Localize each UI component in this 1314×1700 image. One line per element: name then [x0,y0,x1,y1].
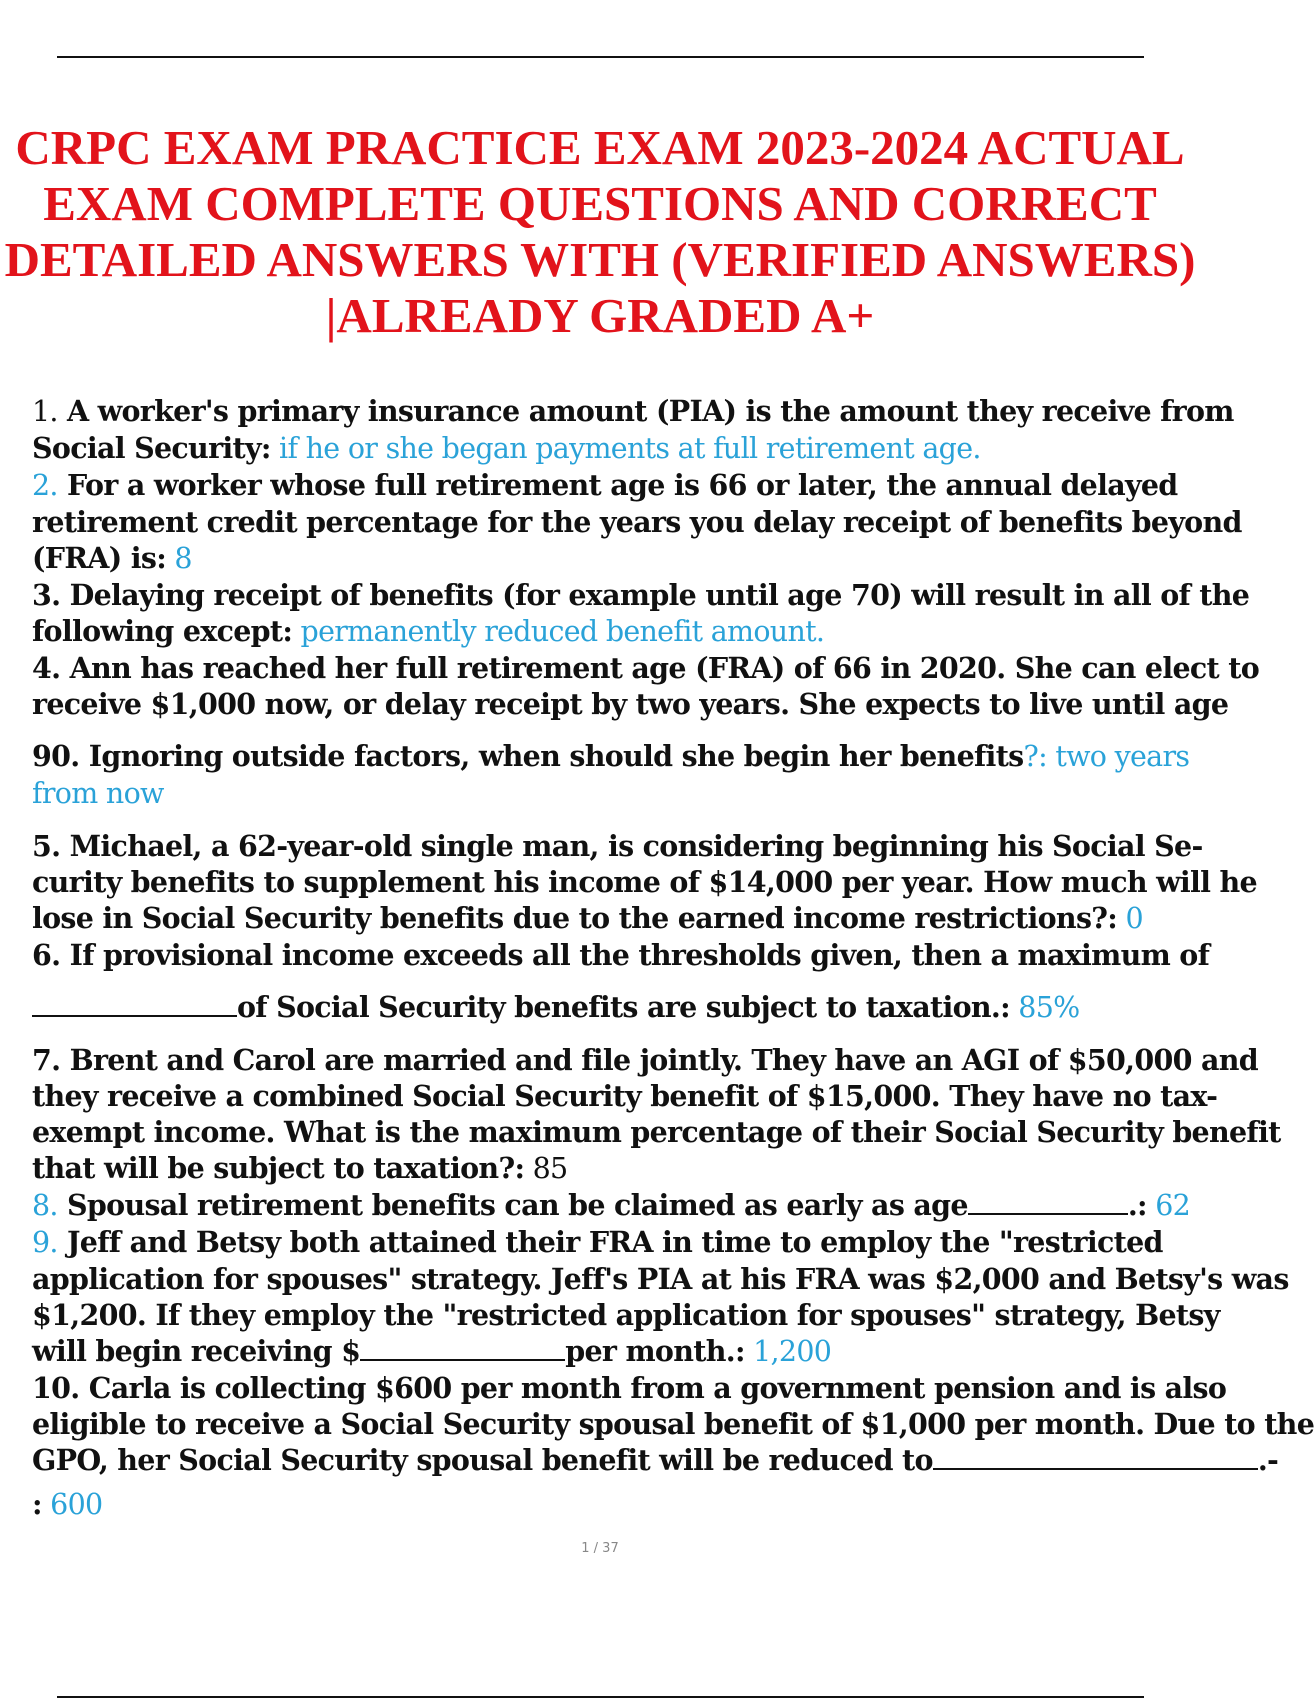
question-5 [32,828,1257,937]
question-text: per month.: [565,1334,745,1368]
question-text: following except: [32,614,293,648]
answer-text: 600 [41,1488,103,1521]
question-number: 7. [32,1043,61,1077]
answer-text: 1,200 [744,1335,832,1368]
question-text: will begin receiving $ [32,1334,361,1368]
title-line: CRPC EXAM PRACTICE EXAM 2023-2024 ACTUAL [15,120,1185,175]
question-text: A worker's primary insurance amount (PIA) is the amount they receive from [57,394,1234,428]
title-line: EXAM COMPLETE QUESTIONS AND CORRECT [43,176,1157,231]
question-number: 2. [32,469,58,502]
bottom-rule [57,1696,1144,1698]
top-rule [57,56,1144,58]
question-8 [32,1187,1200,1224]
question-number: 5. [32,829,61,863]
question-text: .: [1127,1188,1147,1222]
title-line: DETAILED ANSWERS WITH (VERIFIED ANSWERS) [4,232,1196,287]
question-number: 6. [32,938,61,972]
question-text: Carla is collecting $600 per month from a government pension and is also [79,1371,1227,1405]
answer-text: 8 [166,542,192,575]
answer-text: if he or she began payments at full retirement age. [270,432,981,465]
answer-text: two years [1046,740,1190,773]
answer-mark: ?: [1023,740,1047,773]
fill-in-blank [360,1358,565,1361]
question-text: application for spouses" strategy. Jeff's PIA at his FRA was $2,000 and Betsy's was [32,1262,1289,1296]
question-text: If provisional income exceeds all the thresholds given, then a maximum of [60,938,1210,972]
question-3 [32,577,1250,650]
answer-text: permanently reduced benefit amount. [292,615,825,648]
answer-text: 85 [524,1152,568,1185]
question-text: that will be subject to taxation?: [32,1151,525,1185]
fill-in-blank [32,1014,237,1017]
question-1 [32,393,1234,467]
question-text: For a worker whose full retirement age is 66 or later, the annual delayed [57,468,1178,502]
question-text: 90. Ignoring outside factors, when should she begin her benefits [32,739,1024,773]
question-text: GPO, her Social Security spousal benefit will be reduced to [32,1443,933,1477]
answer-text: 0 [1117,902,1143,935]
question-6 [32,937,1210,1026]
page-number: 1 / 37 [581,1541,619,1556]
question-7 [32,1042,1281,1187]
title-line: |ALREADY GRADED A+ [325,288,875,343]
question-text: Michael, a 62-year-old single man, is considering beginning his Social Se- [60,829,1203,863]
question-10 [32,1370,1314,1523]
question-text: $1,200. If they employ the "restricted application for spouses" strategy, Betsy [32,1298,1220,1332]
question-text: Brent and Carol are married and file jointly. They have an AGI of $50,000 and [60,1043,1258,1077]
question-text: lose in Social Security benefits due to the earned income restrictions?: [32,901,1118,935]
document-title [0,120,1200,344]
question-2 [32,467,1242,577]
question-number: 4. [32,651,61,685]
answer-text: from now [32,777,164,810]
question-number: 9. [32,1226,58,1259]
question-number: 1. [32,395,58,428]
question-text: eligible to receive a Social Security spousal benefit of $1,000 per month. Due to the [32,1407,1314,1441]
question-list [32,393,1314,1523]
question-number: 8. [32,1189,58,1222]
question-4 [32,650,1260,812]
question-text: : [32,1487,42,1521]
question-text: Social Security: [32,431,271,465]
question-text: exempt income. What is the maximum percentage of their Social Security benefit [32,1115,1281,1149]
question-text: of Social Security benefits are subject to taxation.: [237,990,1010,1024]
question-text: Delaying receipt of benefits (for example until age 70) will result in all of the [60,578,1250,612]
question-text: (FRA) is: [32,541,167,575]
question-text: .- [1257,1443,1279,1477]
question-text: curity benefits to supplement his income of $14,000 per year. How much will he [32,865,1257,899]
answer-text: 62 [1146,1189,1191,1222]
question-number: 3. [32,578,61,612]
fill-in-blank [933,1467,1258,1470]
question-number: 10. [32,1371,80,1405]
question-text: they receive a combined Social Security benefit of $15,000. They have no tax- [32,1079,1218,1113]
question-9 [32,1224,1289,1370]
question-text: Spousal retirement benefits can be claimed as early as age [57,1188,968,1222]
question-text: Ann has reached her full retirement age (FRA) of 66 in 2020. She can elect to [60,651,1260,685]
fill-in-blank [968,1212,1128,1215]
question-text: receive $1,000 now, or delay receipt by two years. She expects to live until age [32,687,1229,721]
answer-text: 85% [1009,991,1080,1024]
question-text: Jeff and Betsy both attained their FRA in time to employ the "restricted [57,1225,1163,1259]
question-text: retirement credit percentage for the years you delay receipt of benefits beyond [32,505,1242,539]
